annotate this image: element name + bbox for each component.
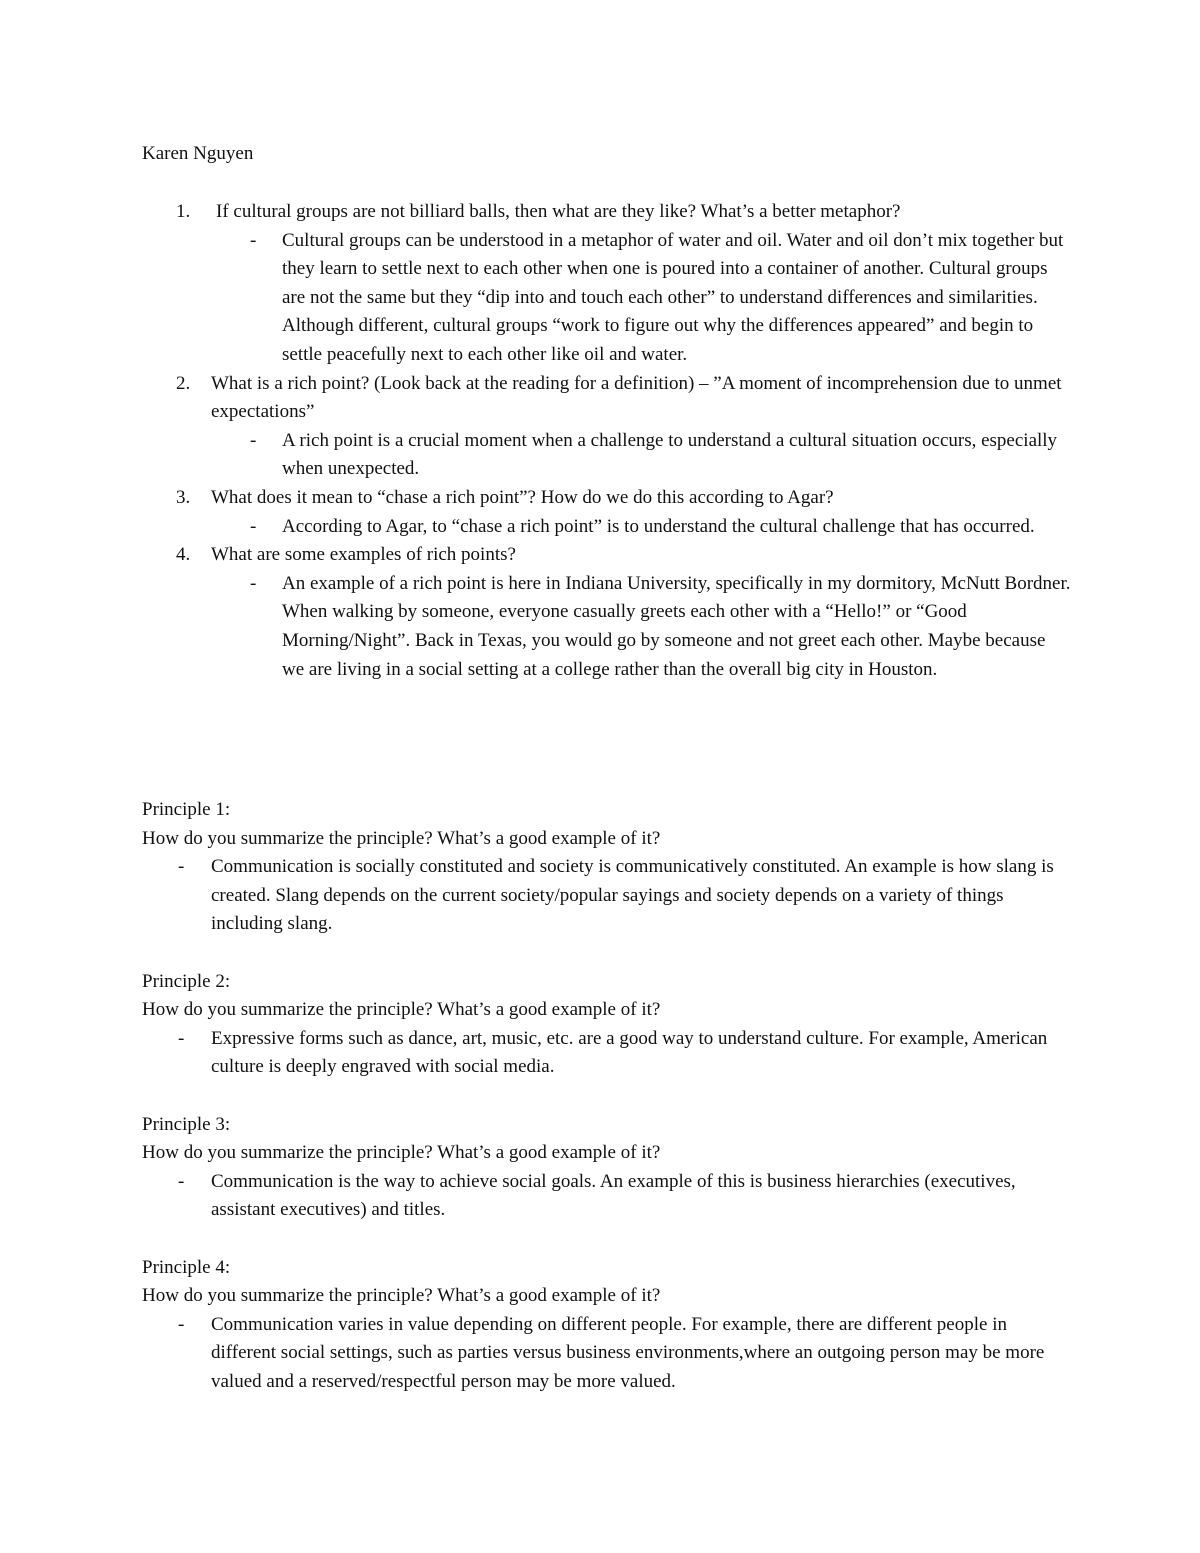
bullet-dash: - [250,429,257,451]
bullet-dash: - [178,1313,185,1335]
answer-bullet [0,1311,1200,1397]
question-text: What does it mean to “chase a rich point”? How do we do this according to Agar? [211,486,834,508]
principles-section [0,796,1200,1425]
bullet-dash: - [178,1027,185,1049]
author-name: Karen Nguyen [142,143,254,164]
principle-question: How do you summarize the principle? What’s a good example of it? [142,1285,661,1307]
answer-text: Communication is socially constituted and society is communicatively constituted. An example is how slang is created. Slang depends on the current society/popular sayings and society depends on a variety of things including slang. [211,856,1054,935]
answer-text: An example of a rich point is here in Indiana University, specifically in my dormitory, McNutt Bordner. When walking by someone, everyone casually greets each other with a “Hello!” or “Good Morning/Night”. Back in Texas, you would go by someone and not greet each other. Maybe because we are living in a social setting at a college rather than the overall big city in Houston. [282,572,1071,680]
question-number: 1. [176,201,191,222]
question-item [0,198,1200,370]
bullet-dash: - [250,229,257,251]
answer-bullet [0,1168,1200,1225]
principle-title: Principle 3: [142,1113,231,1135]
answer-bullet [0,227,1200,370]
answer-bullet [0,427,1200,484]
answer-bullet [0,513,1200,542]
principle-question: How do you summarize the principle? What’s a good example of it? [142,827,661,849]
bullet-dash: - [178,1170,185,1192]
answer-bullet [0,853,1200,939]
principle-block [0,796,1200,939]
principle-block [0,1254,1200,1397]
principle-question: How do you summarize the principle? What’s a good example of it? [142,999,661,1021]
principle-block [0,968,1200,1082]
answer-bullet [0,1025,1200,1082]
answer-text: Expressive forms such as dance, art, music, etc. are a good way to understand culture. For example, American culture is deeply engraved with social media. [211,1027,1048,1078]
answer-bullet [0,570,1200,684]
question-item [0,484,1200,541]
answer-text: Communication varies in value depending on different people. For example, there are different people in different social settings, such as parties versus business environments,where an outgoing person may be more valued and a reserved/respectful person may be more valued. [211,1313,1045,1392]
answer-text: According to Agar, to “chase a rich point” is to understand the cultural challenge that has occurred. [282,515,1035,537]
principle-title: Principle 1: [142,799,231,820]
bullet-dash: - [250,515,257,537]
principle-title: Principle 2: [142,970,231,992]
question-item [0,541,1200,684]
question-text: If cultural groups are not billiard balls, then what are they like? What’s a better metaphor? [216,201,901,222]
question-text: What is a rich point? (Look back at the reading for a definition) – ”A moment of incomprehension due to unmet expectations” [211,372,1062,423]
question-item [0,370,1200,484]
principle-title: Principle 4: [142,1256,231,1278]
principle-block [0,1111,1200,1225]
bullet-dash: - [178,856,185,878]
principle-question: How do you summarize the principle? What’s a good example of it? [142,1142,661,1164]
answer-text: Communication is the way to achieve social goals. An example of this is business hierarchies (executives, assistant executives) and titles. [211,1170,1016,1221]
answer-text: A rich point is a crucial moment when a challenge to understand a cultural situation occurs, especially when unexpected. [282,429,1058,480]
bullet-dash: - [250,572,257,594]
question-number: 3. [176,486,191,508]
question-number: 2. [176,372,191,394]
question-text: What are some examples of rich points? [211,544,516,566]
question-number: 4. [176,544,191,566]
answer-text: Cultural groups can be understood in a metaphor of water and oil. Water and oil don’t mix together but they learn to settle next to each other when one is poured into a container of another. Cultural groups are not the same but they “dip into and touch each other” to understand differences and similarities. Although different, cultural groups “work to figure out why the differences appeared” and begin to settle peacefully next to each other like oil and water. [282,229,1064,365]
question-list [0,198,1200,684]
